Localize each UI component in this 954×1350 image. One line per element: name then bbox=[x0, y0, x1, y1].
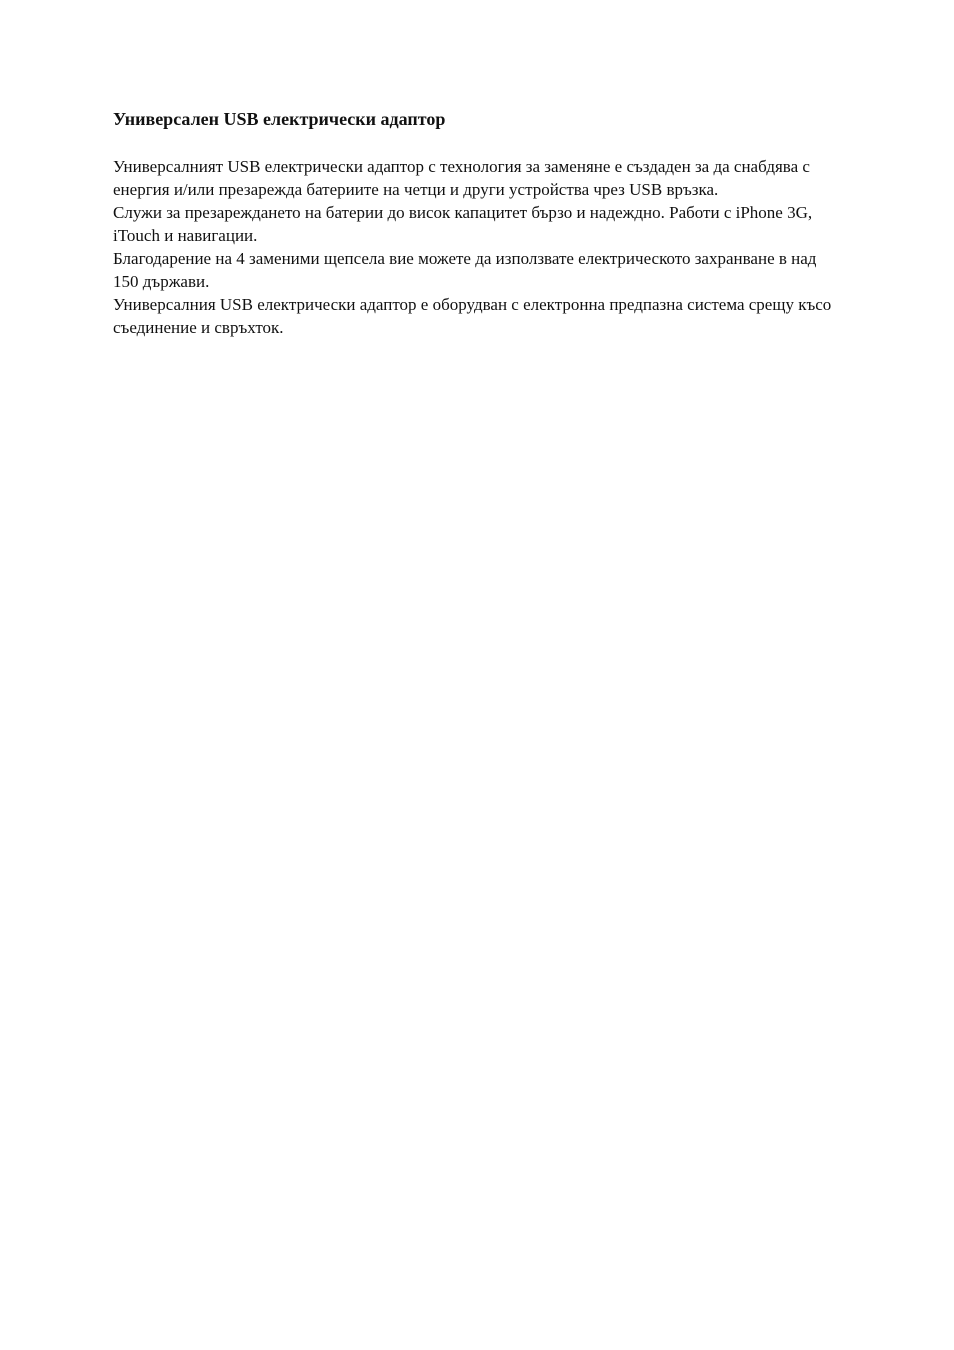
paragraph: Универсалния USB електрически адаптор е оборудван с електронна предпазна система срещу късо съединение и свръхток. bbox=[113, 295, 832, 337]
paragraph: Благодарение на 4 заменими щепсела вие можете да използвате електрическото захранване в над 150 държави. bbox=[113, 249, 817, 291]
document-body bbox=[113, 155, 844, 339]
document-title: Универсален USB електрически адаптор bbox=[113, 109, 446, 129]
paragraph: Служи за презареждането на батерии до висок капацитет бързо и надеждно. Работи с iPhone 3G, iTouch и навигации. bbox=[113, 203, 813, 245]
paragraph: Универсалният USB електрически адаптор с технология за заменяне е създаден за да снабдява с енергия и/или презарежда батериите на четци и други устройства чрез USB връзка. bbox=[113, 157, 810, 199]
